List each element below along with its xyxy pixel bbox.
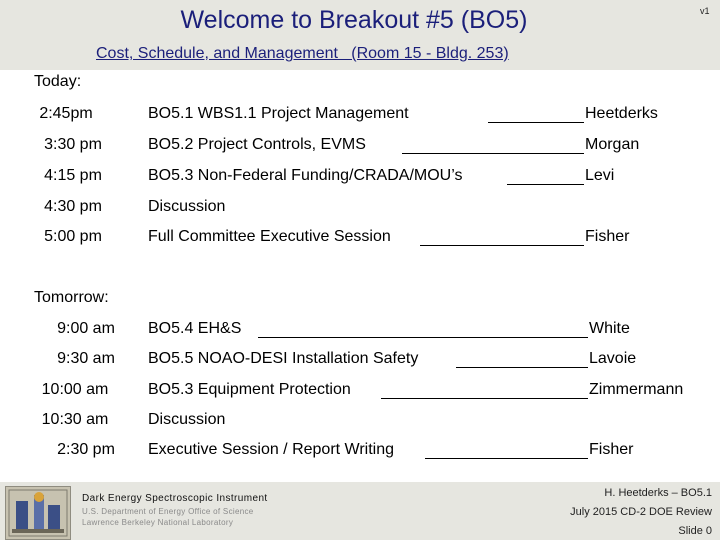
agenda-topic: BO5.3 Equipment Protection bbox=[148, 381, 351, 398]
agenda-speaker: Zimmermann bbox=[589, 381, 684, 398]
agenda-time: 10:00 am bbox=[41, 381, 109, 398]
agenda-speaker: Levi bbox=[585, 167, 615, 184]
agenda-topic: BO5.4 EH&S bbox=[148, 320, 242, 337]
agenda-topic: BO5.3 Non-Federal Funding/CRADA/MOU’s bbox=[148, 167, 463, 184]
agenda-time: 4:15 pm bbox=[44, 167, 102, 184]
agenda-row bbox=[0, 105, 720, 127]
agenda-time: 4:30 pm bbox=[44, 198, 102, 215]
agenda-row bbox=[0, 411, 720, 433]
agenda-time: 5:00 pm bbox=[44, 228, 102, 245]
agenda-row bbox=[0, 381, 720, 403]
leader-line bbox=[425, 458, 588, 459]
agenda-speaker: Heetderks bbox=[585, 105, 658, 122]
leader-line bbox=[488, 122, 584, 123]
leader-line bbox=[258, 337, 588, 338]
agenda-time: 10:30 am bbox=[41, 411, 109, 428]
agenda-speaker: White bbox=[589, 320, 630, 337]
leader-line bbox=[507, 184, 584, 185]
agenda-topic: BO5.2 Project Controls, EVMS bbox=[148, 136, 366, 153]
agenda-time: 9:00 am bbox=[57, 320, 115, 337]
agenda-row bbox=[0, 320, 720, 342]
slide-subtitle: Cost, Schedule, and Management (Room 15 - Bldg. 253) bbox=[96, 45, 509, 62]
slide-title: Welcome to Breakout #5 (BO5) bbox=[180, 6, 528, 34]
agenda-time: 3:30 pm bbox=[44, 136, 102, 153]
agenda-speaker: Morgan bbox=[585, 136, 640, 153]
desi-logo bbox=[5, 486, 71, 540]
agenda-topic: Discussion bbox=[148, 198, 226, 215]
slide-number: Slide 0 bbox=[678, 525, 712, 537]
version-label: v1 bbox=[700, 6, 710, 16]
leader-line bbox=[456, 367, 588, 368]
agenda-speaker: Fisher bbox=[589, 441, 634, 458]
footer-event: July 2015 CD-2 DOE Review bbox=[570, 506, 712, 518]
leader-line bbox=[420, 245, 584, 246]
footer-sub-doe: U.S. Department of Energy Office of Science bbox=[82, 507, 254, 516]
agenda-row bbox=[0, 136, 720, 158]
agenda-topic: Discussion bbox=[148, 411, 226, 428]
agenda-topic: Full Committee Executive Session bbox=[148, 228, 391, 245]
agenda-row bbox=[0, 198, 720, 220]
agenda-time: 2:45pm bbox=[39, 105, 93, 122]
agenda-speaker: Fisher bbox=[585, 228, 630, 245]
footer-sub-lbnl: Lawrence Berkeley National Laboratory bbox=[82, 518, 234, 527]
agenda-time: 9:30 am bbox=[57, 350, 115, 367]
agenda-topic: BO5.5 NOAO-DESI Installation Safety bbox=[148, 350, 419, 367]
leader-line bbox=[381, 398, 588, 399]
today-label: Today: bbox=[34, 73, 82, 90]
agenda-speaker: Lavoie bbox=[589, 350, 637, 367]
footer-presenter: H. Heetderks – BO5.1 bbox=[604, 487, 712, 499]
footer-org: Dark Energy Spectroscopic Instrument bbox=[82, 493, 268, 504]
agenda-topic: Executive Session / Report Writing bbox=[148, 441, 395, 458]
agenda-row bbox=[0, 441, 720, 463]
agenda-time: 2:30 pm bbox=[57, 441, 115, 458]
telescope-icon bbox=[6, 487, 70, 539]
agenda-row bbox=[0, 228, 720, 250]
leader-line bbox=[402, 153, 584, 154]
agenda-row bbox=[0, 167, 720, 189]
tomorrow-label: Tomorrow: bbox=[34, 289, 109, 306]
agenda-topic: BO5.1 WBS1.1 Project Management bbox=[148, 105, 409, 122]
agenda-row bbox=[0, 350, 720, 372]
